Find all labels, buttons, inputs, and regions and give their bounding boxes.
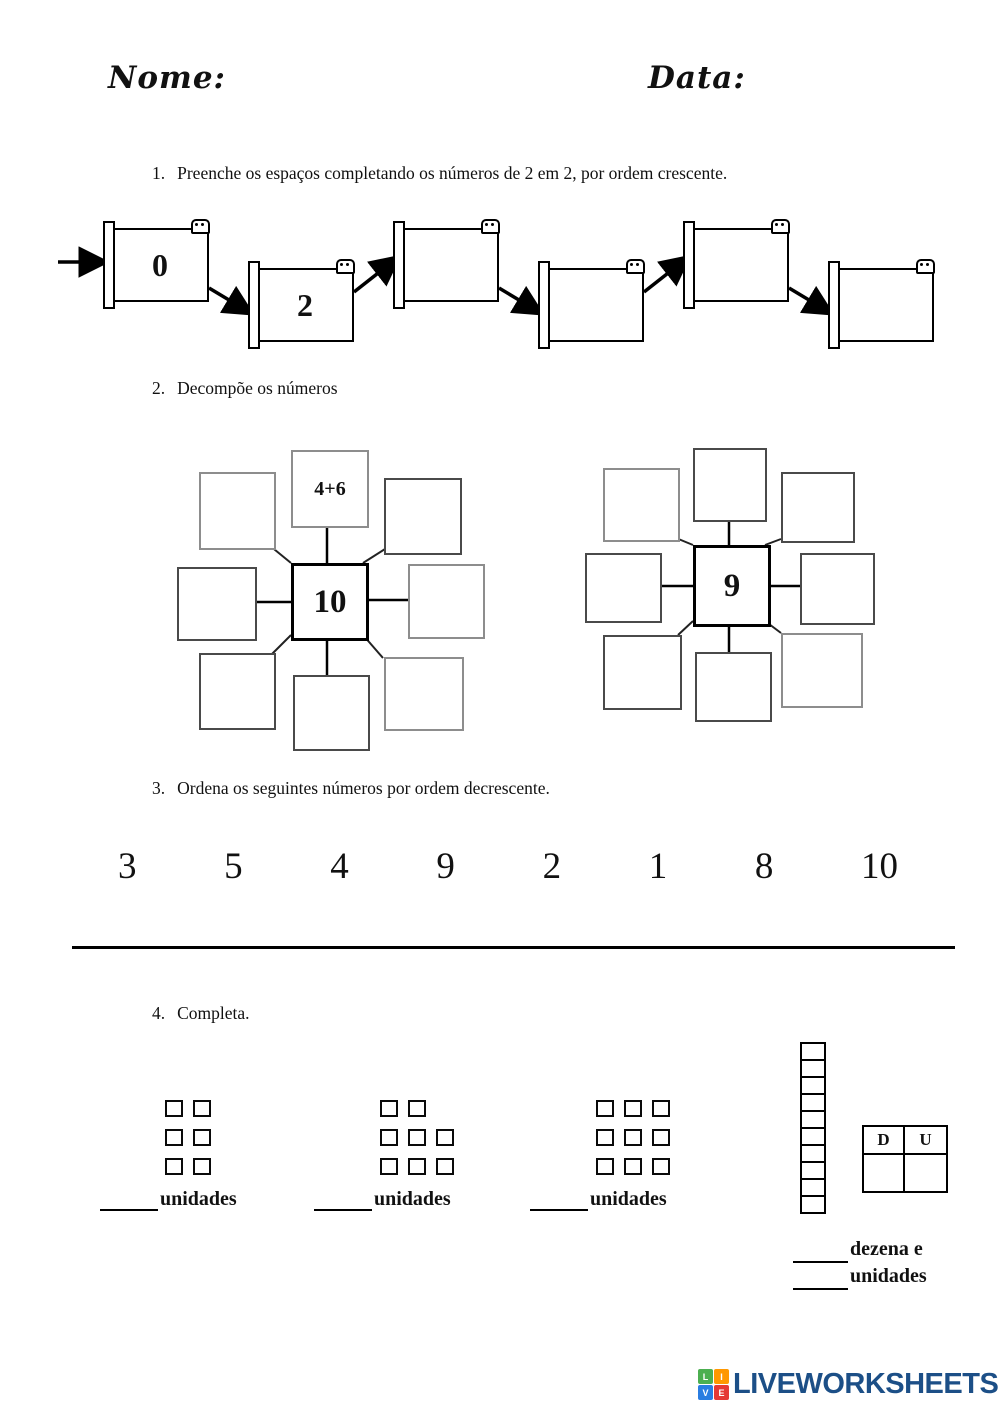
scroll-pole-icon (103, 221, 115, 309)
answer-blank[interactable] (100, 1190, 158, 1211)
rod-unit-cell (802, 1197, 824, 1212)
scroll-pole-icon (538, 261, 550, 349)
scroll-pole-icon (248, 261, 260, 349)
answer-blank[interactable] (530, 1190, 588, 1211)
unit-cube-icon (624, 1158, 642, 1175)
decomposition-diagram-9 (585, 442, 925, 727)
answer-blank[interactable] (314, 1190, 372, 1211)
date-label: Data: (648, 60, 746, 96)
unit-cube-icon (193, 1100, 211, 1117)
unit-cube-icon (596, 1129, 614, 1146)
logo-tile-e: E (714, 1385, 729, 1400)
decomposition-box-answer[interactable] (585, 553, 662, 623)
decomposition-box-answer[interactable] (199, 472, 276, 550)
question-1-number: 1. (152, 163, 166, 183)
decomposition-box-answer[interactable] (800, 553, 875, 625)
dezena-word: dezena e (850, 1238, 923, 1260)
question-2-instruction (152, 378, 338, 399)
decomposition-box-answer[interactable] (781, 472, 855, 543)
cube-row (596, 1088, 680, 1117)
tens-rod (800, 1042, 826, 1214)
unit-cube-icon (652, 1158, 670, 1175)
logo-tile-l: L (698, 1369, 713, 1384)
question-4-number: 4. (152, 1003, 166, 1023)
cube-row (165, 1146, 221, 1175)
unidades-line (793, 1263, 927, 1290)
unit-cube-icon (652, 1129, 670, 1146)
decomposition-box-answer[interactable] (695, 652, 772, 722)
dezena-line (793, 1236, 927, 1263)
question-1-instruction (152, 163, 727, 184)
order-number: 3 (118, 846, 137, 887)
logo-tile-v: V (698, 1385, 713, 1400)
unit-cube-icon (193, 1129, 211, 1146)
unit-cube-icon (165, 1129, 183, 1146)
units-word: unidades (590, 1188, 667, 1210)
unit-cube-icon (436, 1129, 454, 1146)
decomposition-box-answer[interactable] (603, 468, 680, 542)
chain-box-6-answer[interactable] (836, 268, 934, 342)
chain-box-2 (256, 268, 354, 342)
unit-cube-icon (652, 1100, 670, 1117)
units-label-1 (100, 1188, 237, 1211)
chain-box-4-answer[interactable] (546, 268, 644, 342)
question-2-number: 2. (152, 378, 166, 398)
cube-row (380, 1088, 464, 1117)
unit-cube-icon (408, 1129, 426, 1146)
decomposition-box-answer[interactable] (293, 675, 370, 751)
scroll-tab-icon (771, 219, 790, 234)
tens-answer-cell[interactable] (864, 1155, 905, 1191)
rod-unit-cell (802, 1146, 824, 1163)
unit-cube-icon (165, 1100, 183, 1117)
rod-unit-cell (802, 1180, 824, 1197)
scroll-pole-icon (393, 221, 405, 309)
scroll-tab-icon (626, 259, 645, 274)
rod-unit-cell (802, 1095, 824, 1112)
question-3-text: Ordena os seguintes números por ordem decrescente. (177, 778, 550, 798)
cube-row (596, 1146, 680, 1175)
decomposition-box-answer[interactable] (384, 657, 464, 731)
cube-group-2 (380, 1088, 464, 1175)
units-answer-cell[interactable] (905, 1155, 946, 1191)
order-number: 5 (224, 846, 243, 887)
order-number: 8 (754, 846, 774, 887)
chain-value: 2 (297, 286, 313, 323)
chain-value: 0 (152, 246, 168, 283)
answer-blank[interactable] (793, 1242, 848, 1263)
tens-units-answer-lines (793, 1236, 927, 1290)
unit-cube-icon (380, 1129, 398, 1146)
cube-row (165, 1117, 221, 1146)
units-label-2 (314, 1188, 451, 1211)
order-number: 4 (330, 846, 349, 887)
question-2-text: Decompõe os números (177, 378, 338, 398)
unit-cube-icon (624, 1100, 642, 1117)
answer-blank[interactable] (793, 1269, 848, 1290)
scroll-tab-icon (481, 219, 500, 234)
cube-row (596, 1117, 680, 1146)
order-number: 10 (860, 846, 898, 887)
question-3-number: 3. (152, 778, 166, 798)
cube-row (380, 1146, 464, 1175)
decomposition-center-9: 9 (693, 545, 771, 627)
cube-row (380, 1117, 464, 1146)
question-3-instruction (152, 778, 550, 799)
unit-cube-icon (165, 1158, 183, 1175)
chain-box-3-answer[interactable] (401, 228, 499, 302)
question-4-text: Completa. (177, 1003, 250, 1023)
unit-cube-icon (408, 1100, 426, 1117)
scroll-pole-icon (683, 221, 695, 309)
unit-cube-icon (596, 1158, 614, 1175)
rod-unit-cell (802, 1129, 824, 1146)
name-label: Nome: (108, 60, 226, 96)
chain-box-5-answer[interactable] (691, 228, 789, 302)
decomposition-box-answer[interactable] (781, 633, 863, 708)
liveworksheets-logo[interactable] (698, 1368, 998, 1401)
unit-cube-icon (596, 1100, 614, 1117)
liveworksheets-logo-icon (698, 1369, 729, 1400)
decomposition-box-answer[interactable] (177, 567, 257, 641)
unit-cube-icon (408, 1158, 426, 1175)
question-1-text: Preenche os espaços completando os números de 2 em 2, por ordem crescente. (177, 163, 728, 183)
units-label-3 (530, 1188, 667, 1211)
scroll-pole-icon (828, 261, 840, 349)
order-number: 1 (648, 846, 668, 887)
units-header-cell: U (905, 1127, 946, 1155)
decomposition-box-answer[interactable] (199, 653, 276, 730)
decomposition-box-answer[interactable] (408, 564, 485, 639)
logo-text: LIVEWORKSHEETS (733, 1368, 999, 1400)
decomposition-box-answer[interactable] (603, 635, 682, 710)
scroll-tab-icon (191, 219, 210, 234)
decomposition-center-10: 10 (291, 563, 369, 641)
rod-unit-cell (802, 1061, 824, 1078)
decomposition-diagram-10 (163, 445, 493, 755)
unit-cube-icon (193, 1158, 211, 1175)
scroll-tab-icon (336, 259, 355, 274)
section-divider (72, 946, 955, 949)
units-word: unidades (160, 1188, 237, 1210)
question-4-instruction (152, 1003, 250, 1024)
place-value-table (862, 1125, 948, 1193)
decomposition-box-given: 4+6 (291, 450, 369, 528)
order-number: 9 (436, 846, 455, 887)
unidades-word: unidades (850, 1265, 927, 1287)
scroll-tab-icon (916, 259, 935, 274)
unit-cube-icon (380, 1158, 398, 1175)
unit-cube-icon (436, 1158, 454, 1175)
decomposition-box-answer[interactable] (384, 478, 462, 555)
chain-box-1 (111, 228, 209, 302)
numbers-to-order (118, 845, 898, 888)
rod-unit-cell (802, 1044, 824, 1061)
rod-unit-cell (802, 1112, 824, 1129)
rod-unit-cell (802, 1163, 824, 1180)
rod-unit-cell (802, 1078, 824, 1095)
logo-tile-i: I (714, 1369, 729, 1384)
decomposition-box-answer[interactable] (693, 448, 767, 522)
tens-header-cell: D (864, 1127, 905, 1155)
units-word: unidades (374, 1188, 451, 1210)
cube-row (165, 1088, 221, 1117)
unit-cube-icon (380, 1100, 398, 1117)
cube-group-3 (596, 1088, 680, 1175)
cube-group-1 (165, 1088, 221, 1175)
order-number: 2 (542, 846, 562, 887)
unit-cube-icon (624, 1129, 642, 1146)
